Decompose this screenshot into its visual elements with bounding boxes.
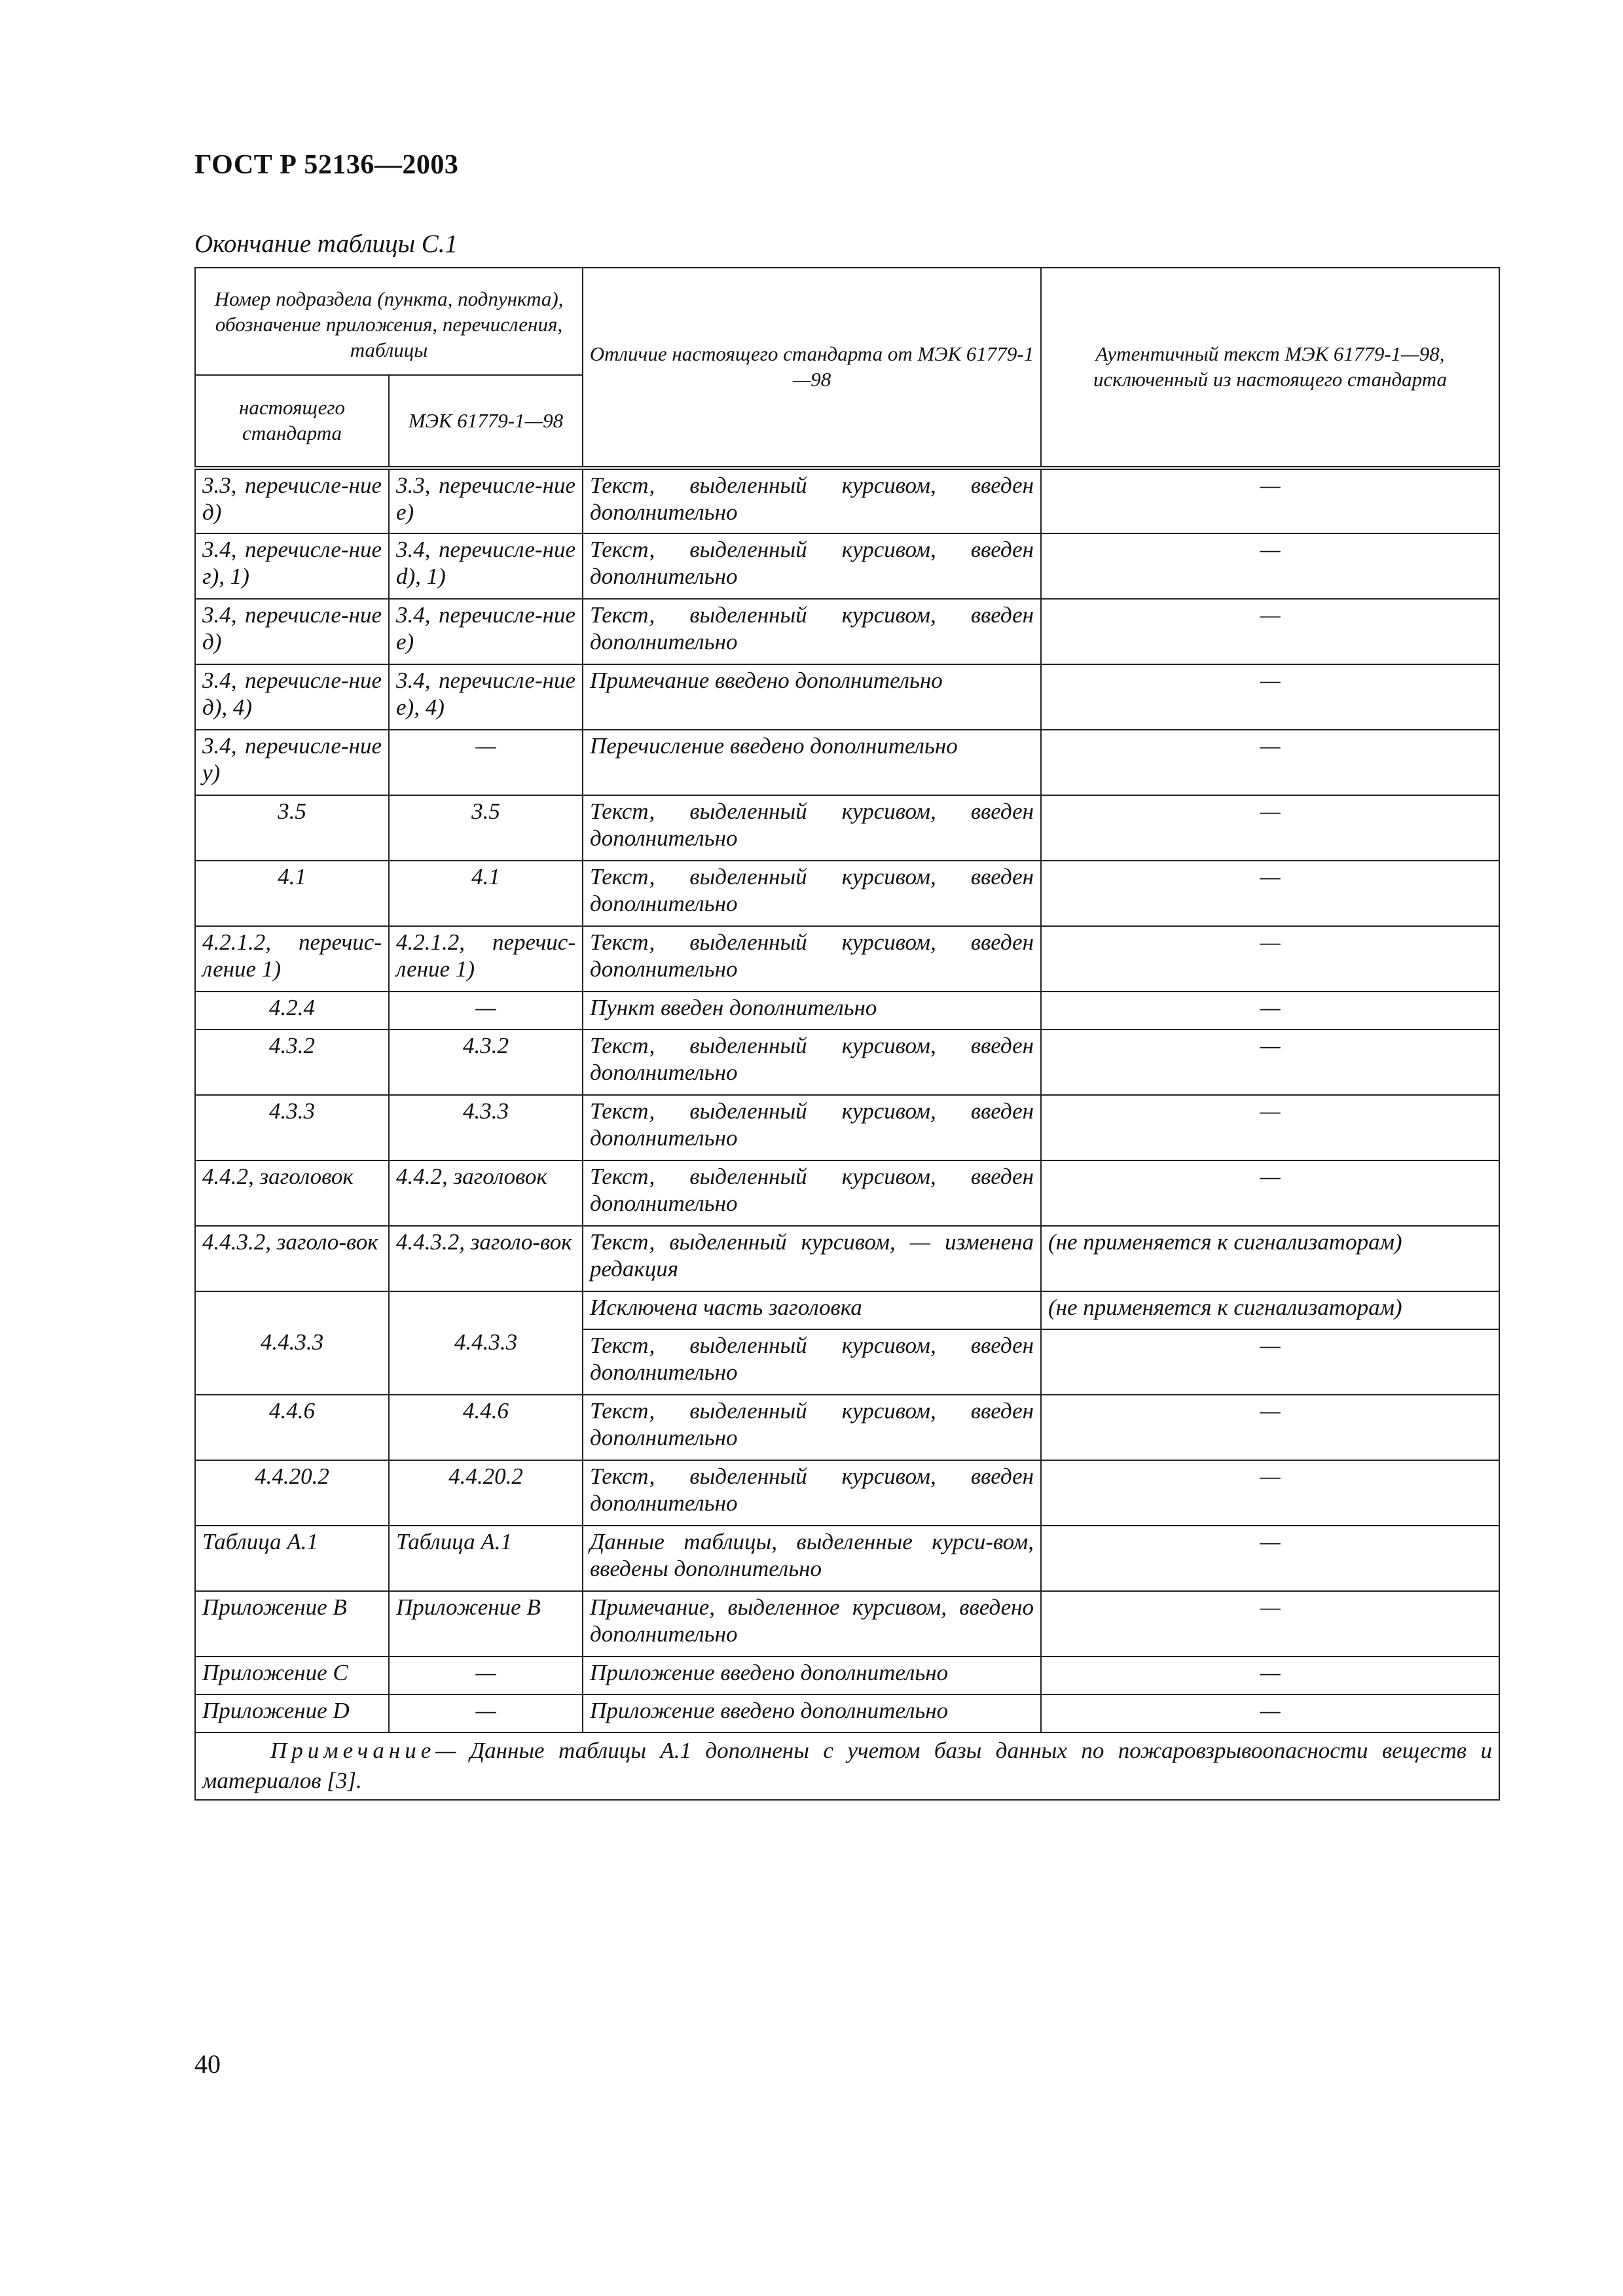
cell-difference: Примечание, выделенное курсивом, введено дополнительно <box>583 1591 1041 1657</box>
cell-authentic-text: — <box>1041 1695 1499 1732</box>
table-foot <box>195 1732 1499 1800</box>
column-group-section-number: Номер подраздела (пункта, подпункта), обозначение приложения, перечисления, таблицы <box>195 268 583 375</box>
cell-authentic-text: — <box>1041 468 1499 533</box>
cell-iec-standard: 4.4.3.2, заголо-вок <box>389 1226 583 1291</box>
cell-difference: Текст, выделенный курсивом, введен дополнительно <box>583 533 1041 599</box>
comparison-table <box>194 267 1500 1801</box>
table-row <box>195 468 1499 533</box>
cell-authentic-text: — <box>1041 1526 1499 1591</box>
table-row <box>195 992 1499 1030</box>
note-label: Примечание <box>270 1738 436 1763</box>
cell-current-standard: 4.1 <box>195 861 389 926</box>
table-row <box>195 1460 1499 1526</box>
table-container <box>194 267 1499 1801</box>
cell-authentic-text: — <box>1041 1160 1499 1226</box>
cell-current-standard: 3.4, перечисле-ние у) <box>195 730 389 795</box>
table-row <box>195 664 1499 730</box>
cell-iec-standard: Приложение В <box>389 1591 583 1657</box>
cell-difference: Текст, выделенный курсивом, введен дополнительно <box>583 926 1041 992</box>
cell-authentic-text: (не применяется к сигнализаторам) <box>1041 1226 1499 1291</box>
cell-iec-standard: 3.3, перечисле-ние е) <box>389 468 583 533</box>
cell-current-standard: Таблица А.1 <box>195 1526 389 1591</box>
table-row <box>195 1657 1499 1695</box>
table-row <box>195 795 1499 861</box>
cell-current-standard: 4.2.1.2, перечис-ление 1) <box>195 926 389 992</box>
cell-difference: Текст, выделенный курсивом, введен дополнительно <box>583 1030 1041 1095</box>
cell-authentic-text: — <box>1041 1030 1499 1095</box>
cell-current-standard: 3.4, перечисле-ние г), 1) <box>195 533 389 599</box>
cell-authentic-text: — <box>1041 1395 1499 1460</box>
cell-current-standard: 4.4.2, заголовок <box>195 1160 389 1226</box>
cell-current-standard: 3.5 <box>195 795 389 861</box>
cell-iec-standard: — <box>389 1695 583 1732</box>
cell-authentic-text: — <box>1041 1095 1499 1160</box>
cell-authentic-text: — <box>1041 1329 1499 1395</box>
column-header-iec-standard: МЭК 61779-1—98 <box>389 375 583 468</box>
cell-authentic-text: — <box>1041 1460 1499 1526</box>
cell-authentic-text: — <box>1041 664 1499 730</box>
cell-iec-standard: Таблица А.1 <box>389 1526 583 1591</box>
cell-authentic-text: — <box>1041 1657 1499 1695</box>
cell-difference: Текст, выделенный курсивом, введен дополнительно <box>583 468 1041 533</box>
cell-difference: Исключена часть заголовка <box>583 1291 1041 1329</box>
cell-difference: Приложение введено дополнительно <box>583 1657 1041 1695</box>
table-row <box>195 1591 1499 1657</box>
cell-current-standard: Приложение D <box>195 1695 389 1732</box>
cell-difference: Текст, выделенный курсивом, введен дополнительно <box>583 795 1041 861</box>
page-number: 40 <box>194 2049 221 2079</box>
cell-current-standard: Приложение В <box>195 1591 389 1657</box>
cell-difference: Текст, выделенный курсивом, введен дополнительно <box>583 1395 1041 1460</box>
cell-authentic-text: — <box>1041 730 1499 795</box>
table-row <box>195 533 1499 599</box>
table-row <box>195 730 1499 795</box>
cell-iec-standard: 3.4, перечисле-ние е), 4) <box>389 664 583 730</box>
table-head <box>195 268 1499 468</box>
cell-authentic-text: — <box>1041 599 1499 664</box>
cell-iec-standard: — <box>389 992 583 1030</box>
cell-difference: Текст, выделенный курсивом, введен дополнительно <box>583 1329 1041 1395</box>
cell-difference: Пункт введен дополнительно <box>583 992 1041 1030</box>
column-header-difference: Отличие настоящего стандарта от МЭК 61779-1—98 <box>583 268 1041 468</box>
table-note <box>195 1732 1499 1800</box>
cell-difference: Текст, выделенный курсивом, введен дополнительно <box>583 1095 1041 1160</box>
table-row <box>195 1160 1499 1226</box>
cell-iec-standard: — <box>389 730 583 795</box>
cell-iec-standard: 3.4, перечисле-ние d), 1) <box>389 533 583 599</box>
cell-iec-standard: 4.4.2, заголовок <box>389 1160 583 1226</box>
cell-difference: Данные таблицы, выделенные курси-вом, введены дополнительно <box>583 1526 1041 1591</box>
cell-current-standard: 3.4, перечисле-ние д), 4) <box>195 664 389 730</box>
cell-current-standard: 4.4.20.2 <box>195 1460 389 1526</box>
table-body <box>195 468 1499 1732</box>
cell-iec-standard: 4.4.20.2 <box>389 1460 583 1526</box>
table-row <box>195 1695 1499 1732</box>
cell-authentic-text: — <box>1041 926 1499 992</box>
cell-difference: Текст, выделенный курсивом, введен дополнительно <box>583 1460 1041 1526</box>
cell-iec-standard: 4.3.3 <box>389 1095 583 1160</box>
document-code: ГОСТ Р 52136—2003 <box>194 150 459 180</box>
cell-difference: Примечание введено дополнительно <box>583 664 1041 730</box>
cell-authentic-text: (не применяется к сигнализаторам) <box>1041 1291 1499 1329</box>
column-header-authentic-text: Аутентичный текст МЭК 61779-1—98, исключенный из настоящего стандарта <box>1041 268 1499 468</box>
table-row <box>195 1226 1499 1291</box>
note-text: — Данные таблицы А.1 дополнены с учетом базы данных по пожаровзрывоопасности веществ и материалов [3]. <box>202 1738 1492 1793</box>
table-row <box>195 1291 1499 1329</box>
cell-difference: Приложение введено дополнительно <box>583 1695 1041 1732</box>
cell-authentic-text: — <box>1041 795 1499 861</box>
cell-iec-standard: 4.4.6 <box>389 1395 583 1460</box>
cell-iec-standard: 4.1 <box>389 861 583 926</box>
table-row <box>195 1030 1499 1095</box>
cell-current-standard: 4.3.2 <box>195 1030 389 1095</box>
cell-iec-standard: 3.5 <box>389 795 583 861</box>
table-caption: Окончание таблицы С.1 <box>194 230 458 258</box>
cell-current-standard: 4.4.6 <box>195 1395 389 1460</box>
cell-current-standard: 3.3, перечисле-ние д) <box>195 468 389 533</box>
cell-difference: Текст, выделенный курсивом, введен дополнительно <box>583 1160 1041 1226</box>
cell-difference: Текст, выделенный курсивом, введен дополнительно <box>583 861 1041 926</box>
cell-difference: Текст, выделенный курсивом, введен дополнительно <box>583 599 1041 664</box>
cell-current-standard: 4.4.3.3 <box>195 1291 389 1395</box>
cell-iec-standard: 4.4.3.3 <box>389 1291 583 1395</box>
table-row <box>195 1395 1499 1460</box>
cell-iec-standard: 3.4, перечисле-ние е) <box>389 599 583 664</box>
cell-iec-standard: 4.2.1.2, перечис-ление 1) <box>389 926 583 992</box>
table-row <box>195 861 1499 926</box>
table-row <box>195 599 1499 664</box>
cell-authentic-text: — <box>1041 533 1499 599</box>
cell-current-standard: Приложение С <box>195 1657 389 1695</box>
column-header-current-standard: настоящего стандарта <box>195 375 389 468</box>
table-row <box>195 1526 1499 1591</box>
cell-current-standard: 4.3.3 <box>195 1095 389 1160</box>
cell-authentic-text: — <box>1041 1591 1499 1657</box>
cell-iec-standard: 4.3.2 <box>389 1030 583 1095</box>
cell-difference: Перечисление введено дополнительно <box>583 730 1041 795</box>
cell-iec-standard: — <box>389 1657 583 1695</box>
cell-difference: Текст, выделенный курсивом, — изменена редакция <box>583 1226 1041 1291</box>
cell-authentic-text: — <box>1041 992 1499 1030</box>
cell-current-standard: 4.4.3.2, заголо-вок <box>195 1226 389 1291</box>
table-row <box>195 926 1499 992</box>
table-row <box>195 1095 1499 1160</box>
cell-authentic-text: — <box>1041 861 1499 926</box>
cell-current-standard: 4.2.4 <box>195 992 389 1030</box>
cell-current-standard: 3.4, перечисле-ние д) <box>195 599 389 664</box>
